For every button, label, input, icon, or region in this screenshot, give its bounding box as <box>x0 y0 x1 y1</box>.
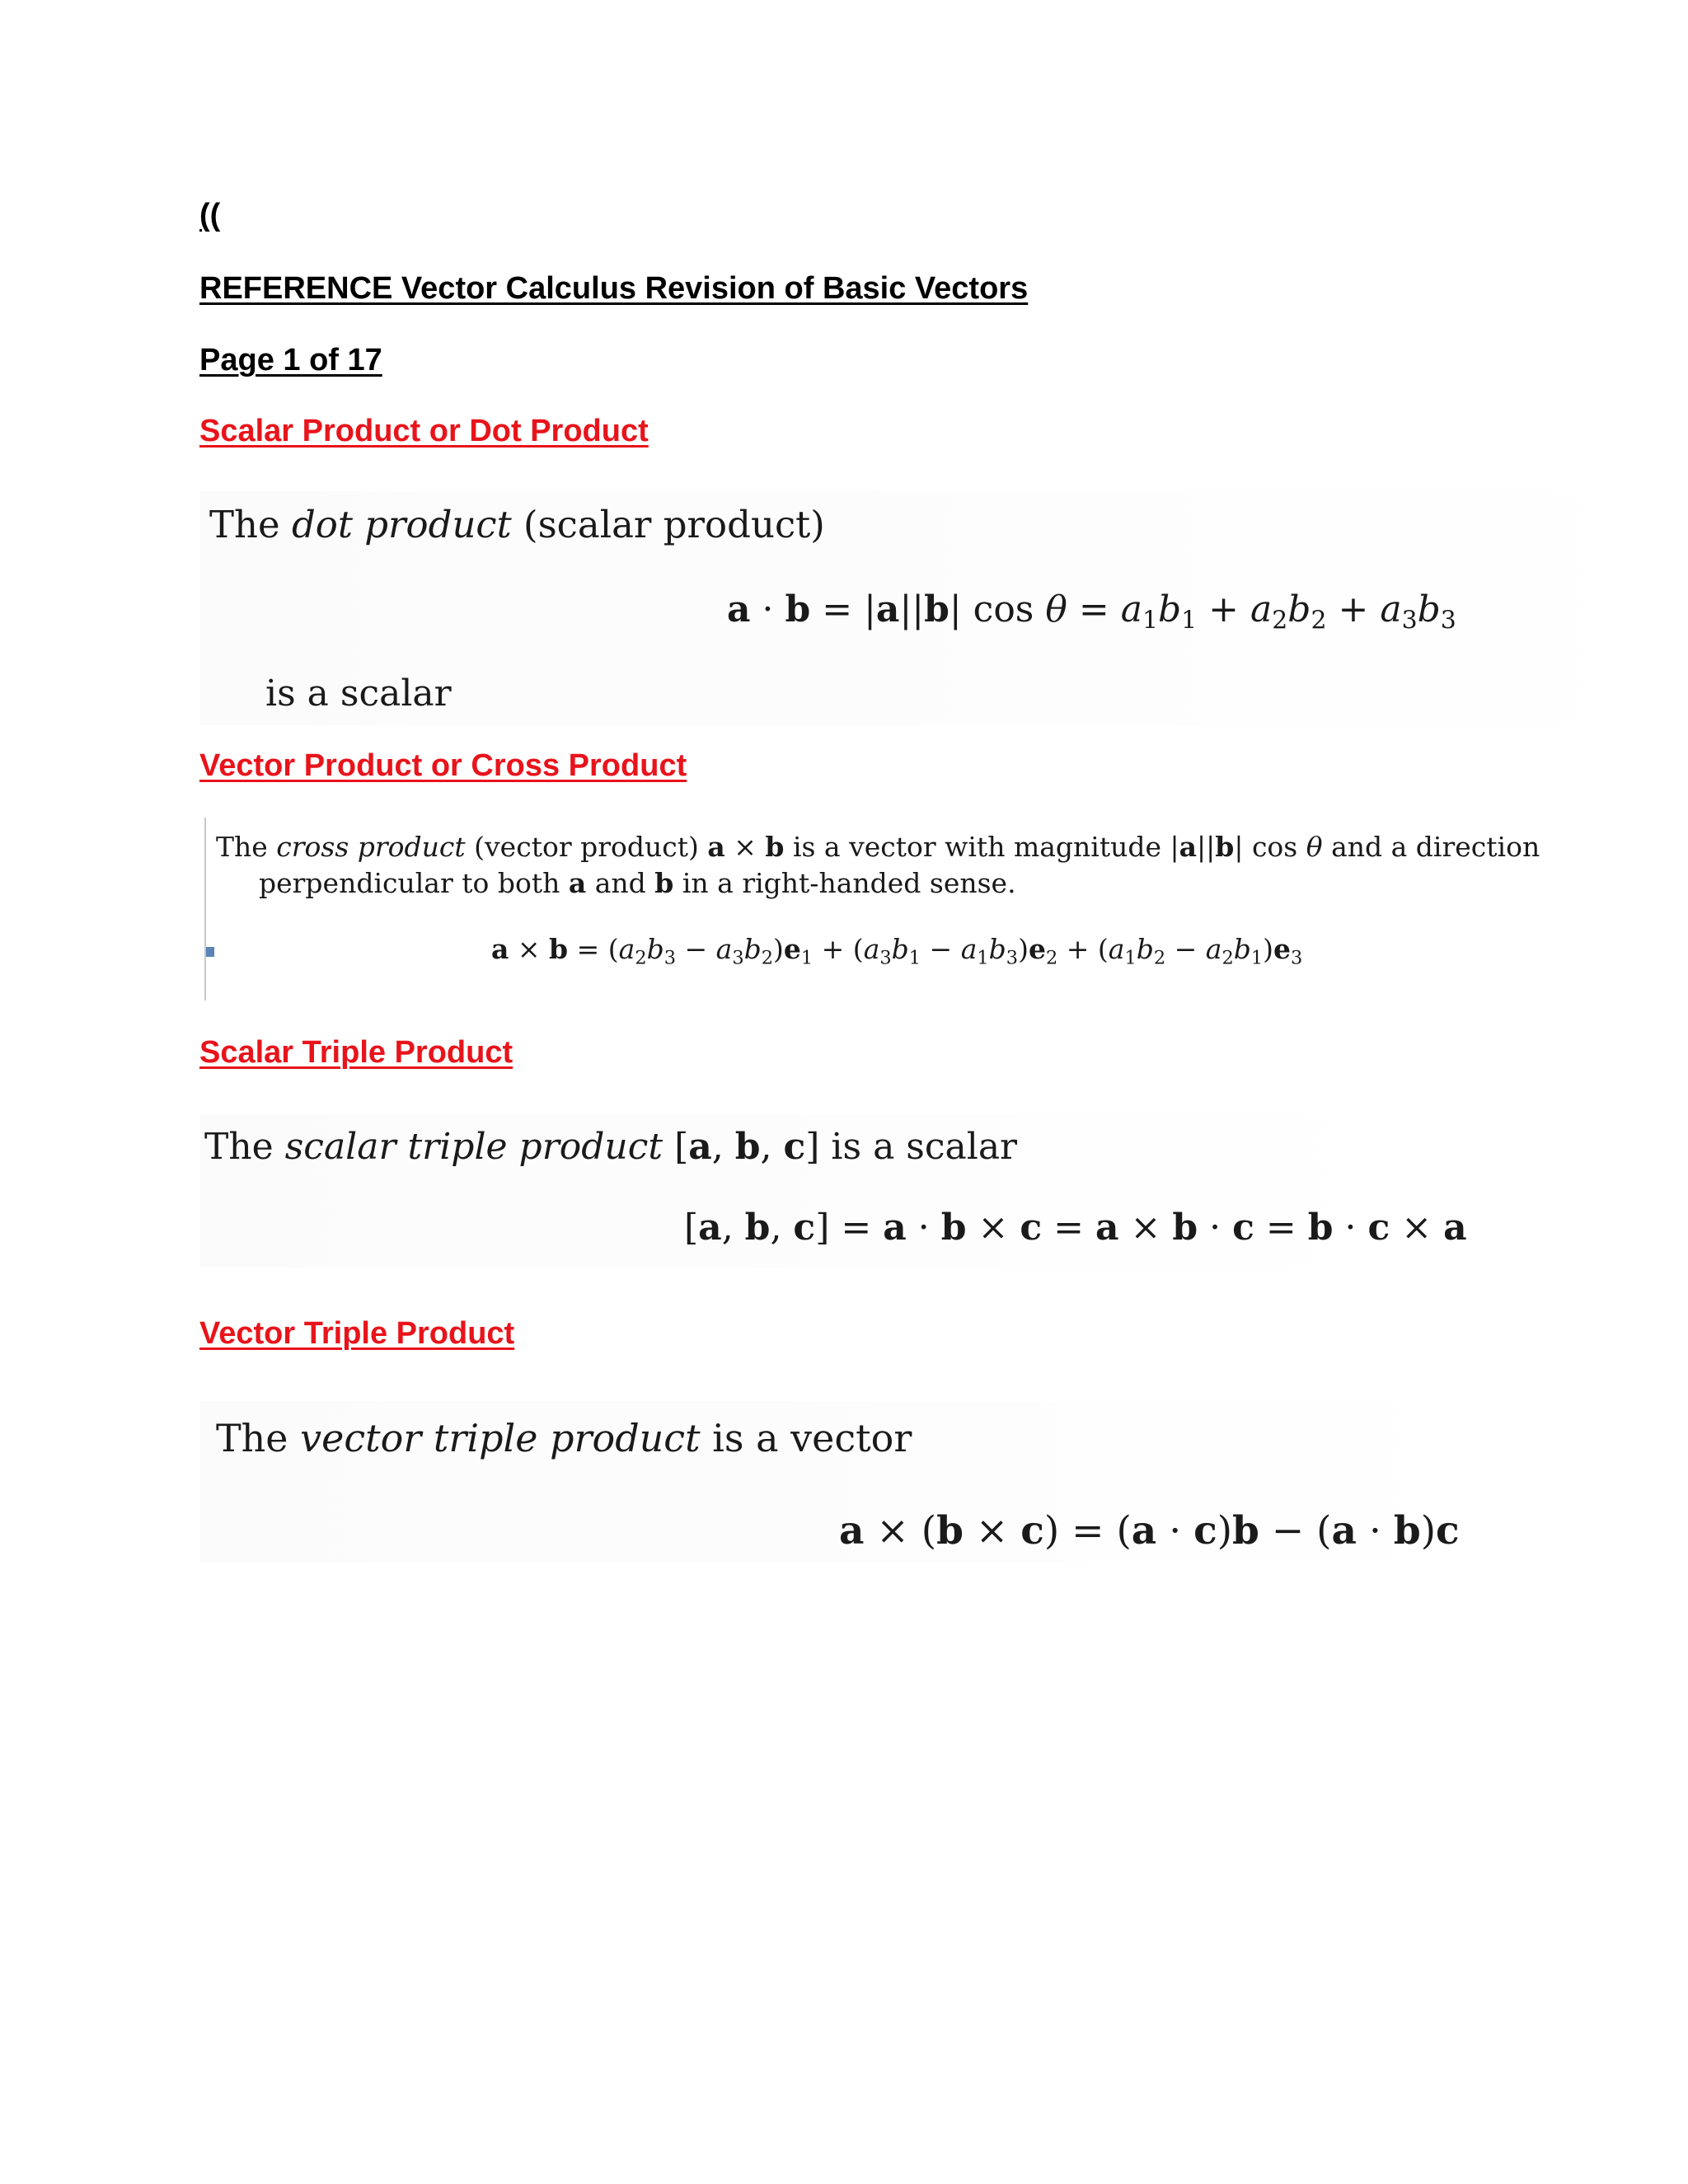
vector-triple-snippet <box>199 1401 1485 1563</box>
section-heading-dot-product: Scalar Product or Dot Product <box>199 414 649 448</box>
dot-product-intro: The dot product (scalar product) <box>209 503 825 546</box>
scalar-triple-intro: The scalar triple product [a, b, c] is a scalar <box>204 1126 1018 1168</box>
doc-marker: (( <box>199 198 221 232</box>
section-heading-cross-product: Vector Product or Cross Product <box>199 748 687 783</box>
dot-product-formula: a · b = |a||b| $\cos \theta = a_1b_1 + a_2b_2 + a_3b_3$ <box>727 588 1456 635</box>
snippet-left-rule <box>204 818 206 1001</box>
scalar-triple-formula: [a, b, c] = a · b × c = a × b · c = b · c × a <box>684 1207 1467 1249</box>
cross-product-intro-line1: The cross product (vector product) a × b is a vector with magnitude |a||b| cos θ and a direction <box>216 831 1540 863</box>
dot-product-snippet <box>199 491 1683 725</box>
scalar-triple-snippet <box>199 1114 1467 1268</box>
section-heading-scalar-triple: Scalar Triple Product <box>199 1035 513 1070</box>
page-number: Page 1 of 17 <box>199 343 382 377</box>
cross-product-formula: $a \times b = (a_2b_3 - a_3b_2)e_1 + (a_3b_1 - a_1b_3)e_2 + (a_1b_2 - a_2b_1)e_3$ <box>491 933 1303 969</box>
cross-product-intro-line2: perpendicular to both a and b in a right-handed sense. <box>259 867 1016 899</box>
snippet-anchor-marker <box>206 947 214 957</box>
doc-title: REFERENCE Vector Calculus Revision of Basic Vectors <box>199 271 1029 306</box>
dot-product-outro: is a scalar <box>265 673 452 715</box>
vector-triple-intro: The vector triple product is a vector <box>216 1416 912 1460</box>
section-heading-vector-triple: Vector Triple Product <box>199 1316 515 1351</box>
vector-triple-formula: a × (b × c) = (a · c)b − (a · b)c <box>839 1508 1460 1554</box>
cross-product-snippet <box>203 816 1540 1002</box>
